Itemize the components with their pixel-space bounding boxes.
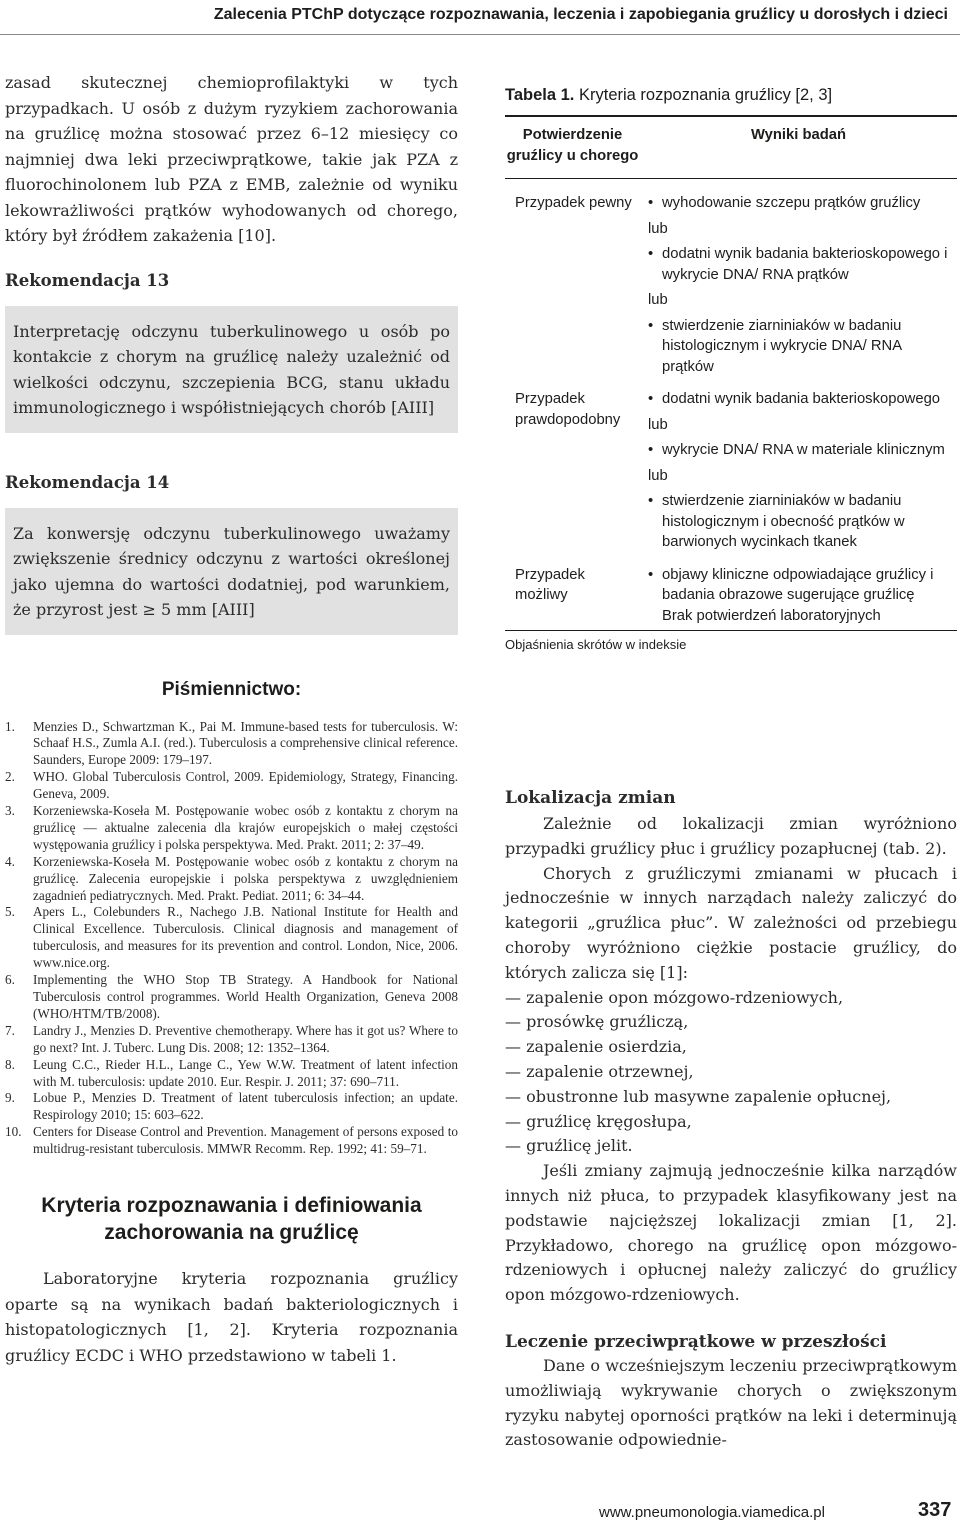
lokalizacja-paragraph-1: Zależnie od lokalizacji zmian wyróżniono przypadki gruźlicy płuc i gruźlicy pozapłucnej (tab. 2).: [505, 814, 957, 858]
list-item: — zapalenie osierdzia,: [505, 1037, 687, 1057]
table-caption-label: Tabela 1.: [505, 86, 575, 104]
col-header-results: Wyniki badań: [750, 127, 847, 143]
case-label: Przypadek pewny: [515, 195, 632, 211]
recommendation-14-box: Za konwersję odczynu tuberkulinowego uważamy zwiększenie średnicy odczynu z wartości określonej jako ujemna do wartości dodatniej, pod warunkiem, że przyrost jest ≥ 5 mm [AIII]: [5, 508, 458, 635]
list-item: — zapalenie otrzewnej,: [505, 1061, 694, 1081]
list-item: — gruźlicę jelit.: [505, 1136, 633, 1156]
table-caption: [505, 86, 957, 105]
reference-item: 5. Apers L., Colebunders R., Nachego J.B. National Institute for Health and Clinical Excellence. Tuberculosis. Clinical diagnosis and management of tuberculosis, and measures for its prevention and control. London, Nice, 2006. www.nice.org.: [5, 904, 458, 971]
recommendation-14-title: Rekomendacja 14: [5, 472, 170, 492]
findings-cell: [640, 377, 957, 553]
criteria-table: [505, 115, 957, 631]
finding-bullet: • stwierdzenie ziarniniaków w badaniu histologicznym i obecność prątków w barwionych wycinkach tkanek: [648, 491, 957, 553]
reference-item: 3. Korzeniewska-Koseła M. Postępowanie wobec osób z kontaktu z chorym na gruźlicę — aktualne zalecenia dla krajów europejskich o małej częstości występowania gruźlicy i polska perspektywa. Med. Prakt. 2011; 2: 37–49.: [5, 803, 458, 852]
finding-bullet: • dodatni wynik badania bakterioskopowego i wykrycie DNA/ RNA prątków: [648, 244, 957, 285]
finding-bullet: • stwierdzenie ziarniniaków w badaniu histologicznym i wykrycie DNA/ RNA prątków: [648, 316, 957, 378]
reference-item: 2. WHO. Global Tuberculosis Control, 2009. Epidemiology, Strategy, Financing. Geneva, 2009.: [5, 769, 458, 802]
list-item: — gruźlicę kręgosłupa,: [505, 1111, 692, 1131]
references-title: Piśmiennictwo:: [161, 678, 302, 700]
criteria-heading: Kryteria rozpoznawania i definiowania zachorowania na gruźlicę: [41, 1194, 422, 1245]
leczenie-paragraph: Dane o wcześniejszym leczeniu przeciwprątkowym umożliwiają wykrywanie chorych o zwiększonym ryzyku nabytej oporności prątków na leki i determinują zastosowanie odpowiednie-: [505, 1355, 957, 1450]
lokalizacja-paragraph-3: Jeśli zmiany zajmują jednocześnie kilka narządów innych niż płuca, to przypadek klasyfikowany jest na podstawie najcięższej lokalizacji zmian [1, 2]. Przykładowo, chorego na gruźlicę opon mózgowo-rdzeniowych i opłucnej należy zaliczyć do gruźlicy opon mózgowo-rdzeniowych.: [505, 1161, 957, 1305]
finding-bullet: • wyhodowanie szczepu prątków gruźlicy: [648, 193, 957, 214]
reference-item: 6. Implementing the WHO Stop TB Strategy. A Handbook for National Tuberculosis control programmes. World Health Organization, Geneva 2008 (WHO/HTM/TB/2008).: [5, 972, 458, 1021]
list-item: — zapalenie opon mózgowo-rdzeniowych,: [505, 987, 844, 1007]
finding-bullet: • wykrycie DNA/ RNA w materiale klinicznym: [648, 440, 957, 461]
table-header-row: [505, 116, 957, 179]
table-1-container: [505, 86, 957, 652]
table-row: [505, 179, 957, 378]
table-caption-text: Kryteria rozpoznania gruźlicy [2, 3]: [579, 86, 833, 104]
findings-cell: [640, 553, 957, 631]
or-label: lub: [648, 292, 668, 308]
or-label: lub: [648, 416, 668, 433]
case-label: Przypadek prawdopodobny: [515, 391, 621, 428]
lokalizacja-title: Lokalizacja zmian: [505, 788, 676, 808]
reference-item: 1. Menzies D., Schwartzman K., Pai M. Immune-based tests for tuberculosis. W: Schaaf H.S., Zumla A.I. (red.). Tuberculosis a comprehensive clinical reference. Saunders, Europe 2009: 179–197.: [5, 718, 458, 768]
list-item: — prosówkę gruźliczą,: [505, 1012, 689, 1032]
findings-cell: [640, 179, 957, 378]
reference-item: 7. Landry J., Menzies D. Preventive chemotherapy. Where has it got us? Where to go next? Int. J. Tuberc. Lung Dis. 2008; 12: 1352–1364.: [5, 1022, 458, 1055]
severe-forms-list: [505, 986, 957, 1160]
page-number: 337: [918, 1499, 952, 1521]
table-row: [505, 377, 957, 553]
running-header: Zalecenia PTChP dotyczące rozpoznawania, leczenia i zapobiegania gruźlicy u dorosłych i dzieci: [213, 6, 948, 23]
finding-bullet: • dodatni wynik badania bakterioskopowego: [648, 389, 957, 410]
col-header-confirmation: Potwierdzenie gruźlicy u chorego: [506, 127, 639, 164]
case-label: Przypadek możliwy: [515, 566, 585, 603]
left-column: [5, 70, 458, 1368]
finding-extra: Brak potwierdzeń laboratoryjnych: [662, 607, 881, 624]
or-label: lub: [648, 220, 668, 237]
intro-paragraph: zasad skutecznej chemioprofilaktyki w tych przypadkach. U osób z dużym ryzykiem zachorowania na gruźlicę można stosować przez 6–12 miesięcy co najmniej dwa leki przeciwprątkowe, takie jak PZA z fluorochinolonem lub PZA z EMB, zależnie od wyniku lekowrażliwości prątków wyhodowanych od chorego, który był źródłem zakażenia [10].: [5, 73, 458, 245]
references-list: [5, 719, 458, 1159]
leczenie-title: Leczenie przeciwprątkowe w przeszłości: [505, 1331, 887, 1352]
reference-item: 4. Korzeniewska-Koseła M. Postępowanie wobec osób z kontaktu z chorym na gruźlicę. Zalecenia europejskie i polska perspektywa z uwzględnieniem zagadnień pediatrycznych. Med. Prakt. Pediat. 2011; 6: 34–44.: [5, 853, 458, 903]
finding-bullet: • objawy kliniczne odpowiadające gruźlicy i badania obrazowe sugerujące gruźlicę: [648, 565, 957, 606]
recommendation-13-title: Rekomendacja 13: [5, 270, 170, 290]
right-text-column: [505, 788, 957, 1453]
recommendation-13-box: Interpretację odczynu tuberkulinowego u osób po kontakcie z chorym na gruźlicę należy uzależnić od wielkości odczynu, szczepienia BCG, stanu układu immunologicznego i współistniejących chorób [AIII]: [5, 306, 458, 433]
criteria-paragraph: Laboratoryjne kryteria rozpoznania gruźlicy oparte są na wynikach badań bakteriologicznych i histopatologicznych [1, 2]. Kryteria rozpoznania gruźlicy ECDC i WHO przedstawiono w tabeli 1.: [5, 1269, 458, 1365]
reference-item: 8. Leung C.C., Rieder H.L., Lange C., Yew W.W. Treatment of latent infection with M. tuberculosis: update 2010. Eur. Respir. J. 2011; 37: 690–711.: [5, 1056, 458, 1089]
list-item: — obustronne lub masywne zapalenie opłucnej,: [505, 1086, 892, 1106]
table-row: [505, 553, 957, 631]
or-label: lub: [648, 467, 668, 484]
table-note: Objaśnienia skrótów w indeksie: [505, 637, 687, 652]
header-divider: [0, 34, 960, 35]
footer-url: www.pneumonologia.viamedica.pl: [599, 1504, 825, 1521]
reference-item: 10. Centers for Disease Control and Prevention. Management of persons exposed to multidrug-resistant tuberculosis. MMWR Recomm. Rep. 1992; 41: 59–71.: [5, 1124, 458, 1157]
lokalizacja-paragraph-2: Chorych z gruźliczymi zmianami w płucach i jednocześnie w innych narządach należy zaliczyć do kategorii „gruźlica płuc”. W zależności od przebiegu choroby wyróżniono ciężkie postacie gruźlicy, do których zalicza się [1]:: [505, 863, 957, 982]
reference-item: 9. Lobue P., Menzies D. Treatment of latent tuberculosis infection; an update. Respirology 2010; 15: 603–622.: [5, 1090, 458, 1123]
